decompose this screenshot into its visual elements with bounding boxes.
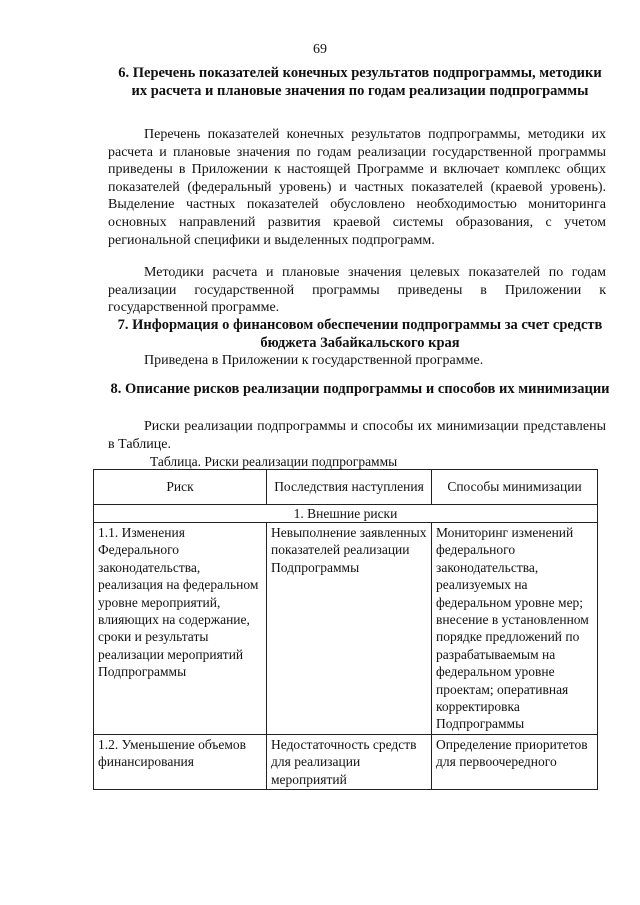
- mitigation-cell: Определение приоритетов для первоочередного: [432, 734, 598, 789]
- section-7-heading: 7. Информация о финансовом обеспечении подпрограммы за счет средств бюджета Забайкальского края: [117, 317, 603, 351]
- risk-cell: 1.1. Изменения Федерального законодательства, реализация на федеральном уровне мероприятий, влияющих на содержание, сроки и результаты реализации мероприятий Подпрограммы: [94, 523, 267, 735]
- table-header-row: [94, 470, 598, 505]
- section-6-paragraph-2: [108, 264, 606, 317]
- section-7-paragraph-text: Приведена в Приложении к государственной программе.: [144, 353, 484, 368]
- section-7-paragraph: [108, 352, 606, 370]
- risk-cell: 1.2. Уменьшение объемов финансирования: [94, 734, 267, 789]
- section-8-paragraph-text: Риски реализации подпрограммы и способы их минимизации представлены в Таблице.: [108, 419, 606, 452]
- section-6-heading: 6. Перечень показателей конечных результатов подпрограммы, методики их расчета и плановые значения по годам реализации подпрограммы: [118, 65, 602, 99]
- table-row: [94, 734, 598, 789]
- risks-table: [93, 469, 598, 790]
- section-6-paragraph-1: [108, 126, 606, 249]
- section-8-heading: 8. Описание рисков реализации подпрограммы и способов их минимизации: [110, 381, 610, 397]
- section-6-paragraph-1-text: Перечень показателей конечных результатов подпрограммы, методики их расчета и плановые значения по годам реализации государственной программы приведены в Приложении к настоящей Программе и включает комплекс общих показателей (федеральный уровень) и частных показателей (краевой уровень). Выделение частных показателей обусловлено необходимостью мониторинга основных направлений развития краевой системы образования, с учетом региональной специфики и выделенных подпрограмм.: [108, 127, 606, 248]
- consequence-cell: Невыполнение заявленных показателей реализации Подпрограммы: [267, 523, 432, 735]
- section-8-paragraph: [108, 418, 606, 453]
- mitigation-cell: Мониторинг изменений федерального законодательства, реализуемых на федеральном уровне мер; внесение в установленном порядке предложений по разрабатываемым на федеральном уровне проектам; оперативная корректировка Подпрограммы: [432, 523, 598, 735]
- table-caption: Таблица. Риски реализации подпрограммы: [150, 454, 398, 469]
- header-mitigation: Способы минимизации: [432, 470, 598, 505]
- table-section-row: [94, 505, 598, 523]
- section-external-risks: 1. Внешние риски: [94, 505, 598, 523]
- consequence-cell: Недостаточность средств для реализации мероприятий: [267, 734, 432, 789]
- section-6-paragraph-2-text: Методики расчета и плановые значения целевых показателей по годам реализации государственной программы приведены в Приложении к государственной программе.: [108, 265, 606, 316]
- page-number: 69: [313, 42, 327, 57]
- header-consequences: Последствия наступления: [267, 470, 432, 505]
- header-risk: Риск: [94, 470, 267, 505]
- table-row: [94, 523, 598, 735]
